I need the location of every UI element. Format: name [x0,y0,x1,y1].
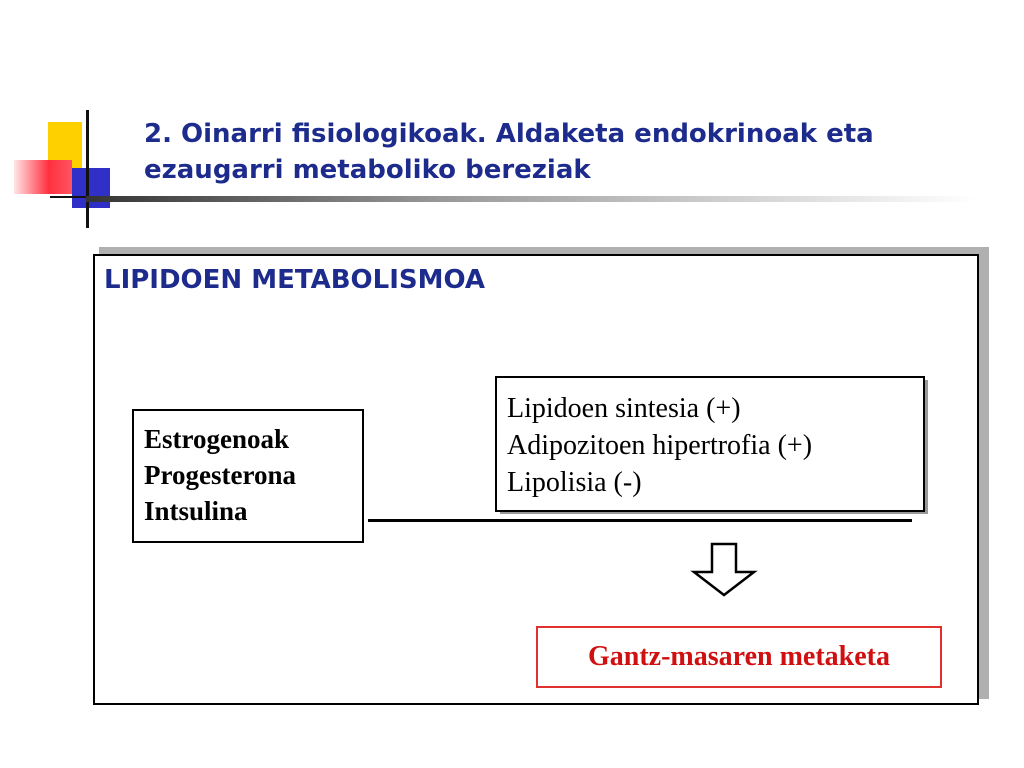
title-underline [86,196,976,202]
slide-title-line-2: ezaugarri metaboliko bereziak [144,155,591,185]
squares-logo-icon [0,0,150,240]
down-arrow-icon [690,542,760,598]
effects-box [495,376,925,512]
slide-title [144,116,1004,188]
slide-title-line-1: 2. Oinarri fisiologikoak. Aldaketa endokrinoak eta [144,119,874,149]
hormone-item: Intsulina [144,496,248,526]
result-box: Gantz-masaren metaketa [536,626,942,688]
hormone-item: Estrogenoak [144,424,290,454]
panel-heading: LIPIDOEN METABOLISMOA [104,265,485,295]
hormones-box [132,409,364,543]
logo-blue-square [72,168,110,208]
hormone-item: Progesterona [144,460,296,490]
logo-vertical-line [86,110,89,228]
logo-red-square [14,160,72,194]
connector-line [368,519,912,522]
effect-item: Adipozitoen hipertrofia (+) [507,430,813,461]
effect-item: Lipidoen sintesia (+) [507,393,741,424]
effect-item: Lipolisia (-) [507,467,642,498]
